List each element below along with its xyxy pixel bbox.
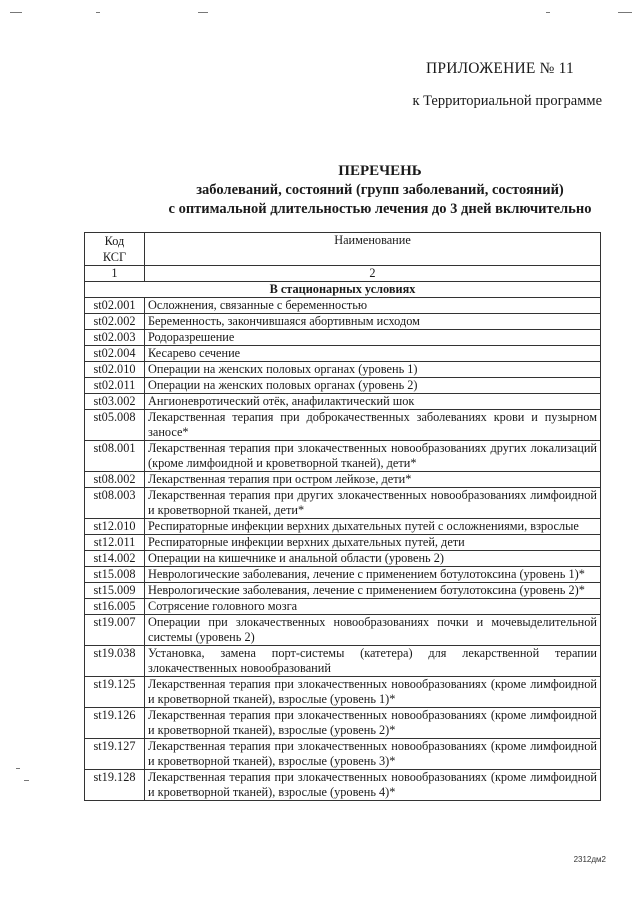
table-row bbox=[85, 394, 601, 410]
title-line-1: ПЕРЕЧЕНЬ bbox=[338, 163, 422, 179]
program-reference: к Территориальной программе bbox=[412, 93, 602, 109]
ksg-code: st19.038 bbox=[85, 646, 145, 677]
ksg-code: st02.003 bbox=[85, 330, 145, 346]
column-number-row bbox=[85, 266, 601, 282]
table-row bbox=[85, 441, 601, 472]
table-row bbox=[85, 535, 601, 551]
table-row bbox=[85, 739, 601, 770]
table-row bbox=[85, 583, 601, 599]
ksg-code: st16.005 bbox=[85, 599, 145, 615]
ksg-name: Лекарственная терапия при злокачественных новообразованиях других локализаций (кроме лимфоидной и кроветворной тканей), дети* bbox=[145, 441, 601, 472]
ksg-name: Операции на кишечнике и анальной области (уровень 2) bbox=[145, 551, 601, 567]
ksg-name: Лекарственная терапия при злокачественных новообразованиях (кроме лимфоидной и кроветворной тканей), взрослые (уровень 1)* bbox=[145, 677, 601, 708]
ksg-name: Лекарственная терапия при остром лейкозе, дети* bbox=[145, 472, 601, 488]
column-header-name: Наименование bbox=[145, 233, 601, 266]
ksg-code: st15.009 bbox=[85, 583, 145, 599]
ksg-code: st19.126 bbox=[85, 708, 145, 739]
ksg-name: Операции на женских половых органах (уровень 1) bbox=[145, 362, 601, 378]
ksg-name: Сотрясение головного мозга bbox=[145, 599, 601, 615]
table-row bbox=[85, 346, 601, 362]
table-header-row bbox=[85, 233, 601, 266]
ksg-name: Лекарственная терапия при других злокачественных новообразованиях лимфоидной и кроветворной тканей, дети* bbox=[145, 488, 601, 519]
scan-speck bbox=[618, 12, 632, 13]
document-title bbox=[80, 162, 640, 219]
table-row bbox=[85, 314, 601, 330]
section-row bbox=[85, 282, 601, 298]
scan-speck bbox=[96, 12, 100, 13]
ksg-name: Неврологические заболевания, лечение с применением ботулотоксина (уровень 2)* bbox=[145, 583, 601, 599]
column-number: 2 bbox=[145, 266, 601, 282]
ksg-name: Осложнения, связанные с беременностью bbox=[145, 298, 601, 314]
ksg-name: Лекарственная терапия при злокачественных новообразованиях (кроме лимфоидной и кроветворной тканей), взрослые (уровень 3)* bbox=[145, 739, 601, 770]
scan-speck bbox=[198, 12, 208, 13]
column-header-code bbox=[85, 233, 145, 266]
table-row bbox=[85, 362, 601, 378]
scan-speck bbox=[10, 12, 22, 13]
ksg-name: Респираторные инфекции верхних дыхательных путей, дети bbox=[145, 535, 601, 551]
ksg-code: st02.004 bbox=[85, 346, 145, 362]
table-row bbox=[85, 567, 601, 583]
ksg-code: st19.128 bbox=[85, 770, 145, 801]
ksg-code: st08.003 bbox=[85, 488, 145, 519]
table-row bbox=[85, 298, 601, 314]
ksg-name: Операции при злокачественных новообразованиях почки и мочевыделительной системы (уровень 2) bbox=[145, 615, 601, 646]
ksg-code: st12.010 bbox=[85, 519, 145, 535]
ksg-table bbox=[84, 232, 601, 801]
ksg-name: Установка, замена порт-системы (катетера) для лекарственной терапии злокачественных новообразований bbox=[145, 646, 601, 677]
table-body bbox=[85, 298, 601, 801]
document-code: 2312дм2 bbox=[573, 855, 606, 864]
column-header-code-line1: Код bbox=[104, 234, 125, 248]
section-title: В стационарных условиях bbox=[85, 282, 601, 298]
ksg-name: Кесарево сечение bbox=[145, 346, 601, 362]
table-row bbox=[85, 378, 601, 394]
ksg-code: st08.001 bbox=[85, 441, 145, 472]
ksg-name: Респираторные инфекции верхних дыхательных путей с осложнениями, взрослые bbox=[145, 519, 601, 535]
ksg-name: Лекарственная терапия при доброкачественных заболеваниях крови и пузырном заносе* bbox=[145, 410, 601, 441]
ksg-name: Беременность, закончившаяся абортивным исходом bbox=[145, 314, 601, 330]
title-line-3: с оптимальной длительностью лечения до 3 дней включительно bbox=[168, 201, 592, 217]
ksg-code: st05.008 bbox=[85, 410, 145, 441]
appendix-number: ПРИЛОЖЕНИЕ № 11 bbox=[425, 60, 574, 77]
table-row bbox=[85, 708, 601, 739]
table-row bbox=[85, 472, 601, 488]
ksg-name: Лекарственная терапия при злокачественных новообразованиях (кроме лимфоидной и кроветворной тканей), взрослые (уровень 4)* bbox=[145, 770, 601, 801]
ksg-name: Неврологические заболевания, лечение с применением ботулотоксина (уровень 1)* bbox=[145, 567, 601, 583]
table-row bbox=[85, 330, 601, 346]
ksg-code: st02.011 bbox=[85, 378, 145, 394]
ksg-code: st08.002 bbox=[85, 472, 145, 488]
ksg-name: Ангионевротический отёк, анафилактический шок bbox=[145, 394, 601, 410]
ksg-name: Лекарственная терапия при злокачественных новообразованиях (кроме лимфоидной и кроветворной тканей), взрослые (уровень 2)* bbox=[145, 708, 601, 739]
table-row bbox=[85, 488, 601, 519]
ksg-code: st12.011 bbox=[85, 535, 145, 551]
table-row bbox=[85, 410, 601, 441]
scan-speck bbox=[24, 780, 29, 781]
scan-speck bbox=[16, 768, 20, 769]
ksg-code: st03.002 bbox=[85, 394, 145, 410]
table-row bbox=[85, 615, 601, 646]
ksg-code: st15.008 bbox=[85, 567, 145, 583]
ksg-code: st02.001 bbox=[85, 298, 145, 314]
table-row bbox=[85, 677, 601, 708]
ksg-name: Родоразрешение bbox=[145, 330, 601, 346]
ksg-code: st02.002 bbox=[85, 314, 145, 330]
ksg-code: st19.125 bbox=[85, 677, 145, 708]
table-row bbox=[85, 770, 601, 801]
ksg-code: st02.010 bbox=[85, 362, 145, 378]
ksg-code: st19.007 bbox=[85, 615, 145, 646]
scan-speck bbox=[546, 12, 550, 13]
ksg-code: st19.127 bbox=[85, 739, 145, 770]
ksg-name: Операции на женских половых органах (уровень 2) bbox=[145, 378, 601, 394]
table-row bbox=[85, 519, 601, 535]
table-row bbox=[85, 646, 601, 677]
column-number: 1 bbox=[85, 266, 145, 282]
table-row bbox=[85, 599, 601, 615]
title-line-2: заболеваний, состояний (групп заболеваний, состояний) bbox=[196, 182, 564, 198]
ksg-code: st14.002 bbox=[85, 551, 145, 567]
column-header-code-line2: КСГ bbox=[102, 250, 127, 264]
table-row bbox=[85, 551, 601, 567]
